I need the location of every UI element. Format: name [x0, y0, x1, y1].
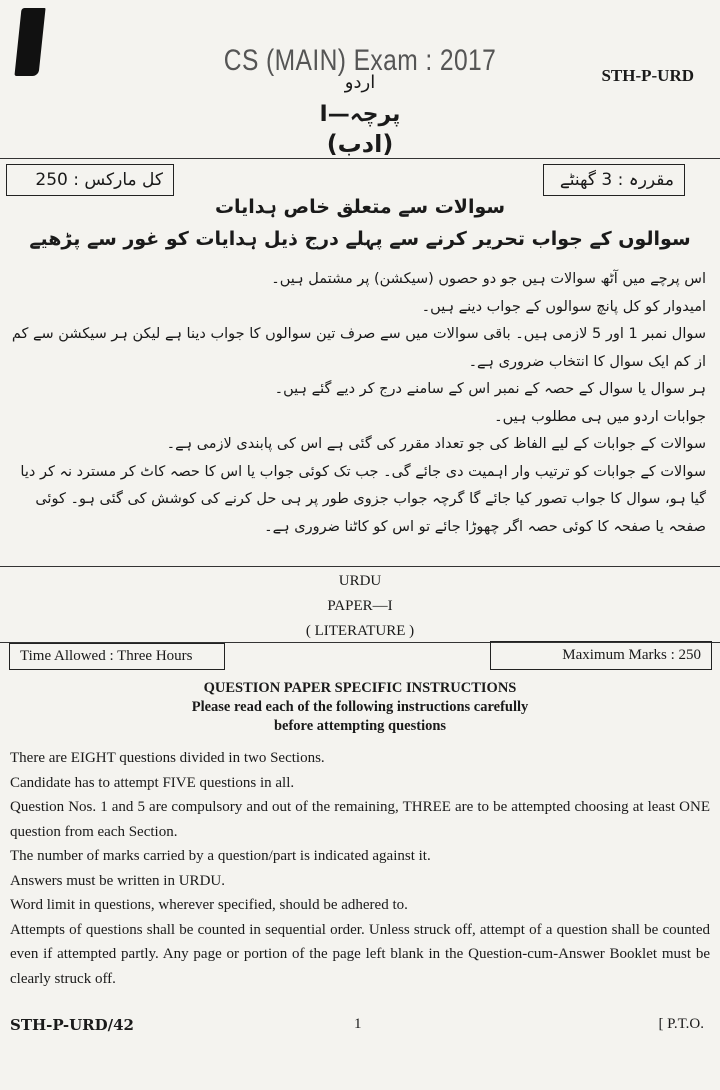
- urdu-instructions-list: [6, 266, 706, 541]
- urdu-instruction: ہر سوال یا سوال کے حصہ کے نمبر اس کے سامنے درج کر دیے گئے ہیں۔: [274, 381, 706, 397]
- footer-pto: [ P.T.O.: [658, 1016, 704, 1032]
- instructions-subheading-2: before attempting questions: [273, 718, 447, 734]
- footer-page-number: 1: [354, 1016, 362, 1032]
- english-paper: PAPER—I: [327, 598, 393, 614]
- footer-paper-code: STH-P-URD/42: [10, 1016, 134, 1034]
- instruction: Candidate has to attempt FIVE questions in all.: [10, 774, 295, 791]
- instruction: Attempts of questions shall be counted in sequential order. Unless struck off, attempt of a question shall be counted even if attempted partly. Any page or portion of the page left blank in the Question-cum-Answer Booklet must be clearly struck off.: [10, 921, 710, 987]
- instructions-heading: QUESTION PAPER SPECIFIC INSTRUCTIONS: [203, 680, 517, 696]
- urdu-instruction: امیدوار کو کل پانچ سوالوں کے جواب دینے ہیں۔: [421, 298, 706, 315]
- divider-middle: [0, 566, 720, 567]
- urdu-paper-label: پرچہ—I: [319, 102, 401, 127]
- urdu-instruction: سوالات کے جوابات کے لیے الفاظ کی جو تعداد مقرر کی گئی ہے اس کی پابندی لازمی ہے۔: [166, 436, 706, 452]
- maximum-marks-box: Maximum Marks : 250: [490, 641, 712, 670]
- instruction: Question Nos. 1 and 5 are compulsory and out of the remaining, THREE are to be attempted choosing at least ONE question from each Section.: [10, 799, 710, 840]
- urdu-instruction: سوالات کے جوابات کو ترتیب وار اہمیت دی جائے گی۔ جب تک کوئی جواب یا اس کا حصہ کاٹ کر مسترد نہ کر دیا گیا ہو، سوال کا جواب تصور کیا جائے گا گرچہ جواب جزوی طور پر ہی حل کرنے کی کوشش کی گئی ہو۔ کوئی صفحہ یا صفحہ کا کوئی حصہ اگر چھوڑا جائے تو اس کو کاٹنا ضروری ہے۔: [20, 463, 706, 535]
- urdu-instruction: جوابات اردو میں ہی مطلوب ہیں۔: [494, 408, 706, 425]
- english-subject: URDU: [338, 573, 382, 589]
- urdu-instruction: سوال نمبر 1 اور 5 لازمی ہیں۔ باقی سوالات میں سے صرف تین سوالوں کا جواب دینا ہے لیکن ہر سیکشن سے کم از کم ایک سوال کا انتخاب ضروری ہے۔: [11, 326, 706, 370]
- instruction: Word limit in questions, wherever specified, should be adhered to.: [10, 897, 408, 913]
- divider-top: [0, 158, 720, 159]
- time-allowed-box: Time Allowed : Three Hours: [9, 643, 225, 670]
- urdu-instructions-subheading: سوالوں کے جواب تحریر کرنے سے پہلے درج ذیل ہدایات کو غور سے پڑھیے: [29, 228, 691, 250]
- urdu-subject-label: (ادب): [326, 130, 394, 158]
- urdu-max-marks-box: کل مارکس : 250: [6, 164, 174, 196]
- english-instructions-list: [10, 746, 710, 991]
- urdu-instruction: اس پرچے میں آٹھ سوالات ہیں جو دو حصوں (سیکشن) پر مشتمل ہیں۔: [271, 271, 706, 287]
- english-subject-sub: ( LITERATURE ): [305, 623, 415, 639]
- urdu-instructions-heading: سوالات سے متعلق خاص ہدایات: [214, 196, 506, 218]
- instruction: There are EIGHT questions divided in two Sections.: [10, 750, 325, 766]
- urdu-language-label: اردو: [344, 72, 376, 93]
- paper-code-top: STH-P-URD: [601, 66, 694, 85]
- ink-mark: [14, 8, 45, 76]
- instruction: Answers must be written in URDU.: [10, 872, 225, 889]
- instruction: The number of marks carried by a question/part is indicated against it.: [10, 848, 431, 864]
- exam-title: CS (MAIN) Exam : 2017: [223, 44, 497, 77]
- instructions-subheading-1: Please read each of the following instructions carefully: [191, 699, 529, 715]
- urdu-time-box: مقررہ : 3 گھنٹے: [543, 164, 685, 196]
